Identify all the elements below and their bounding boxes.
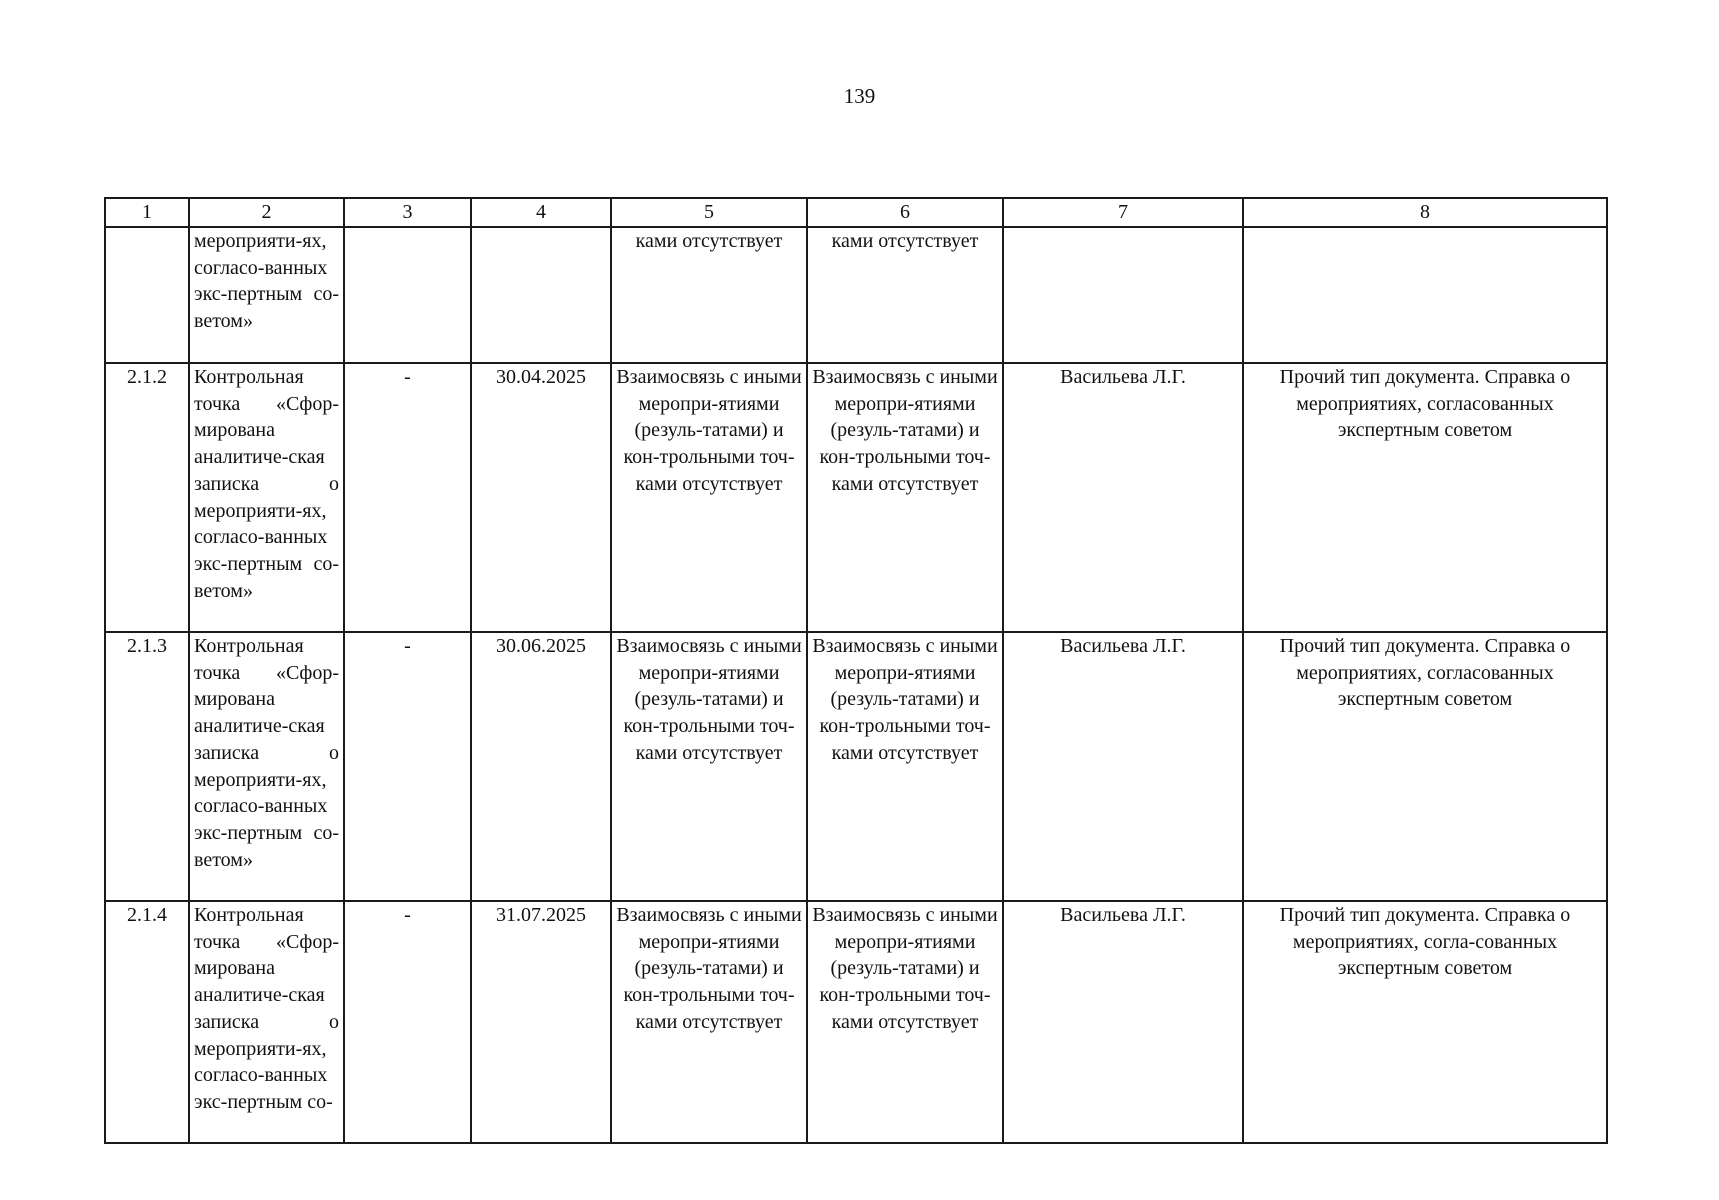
relation-cell: Взаимосвязь с иными меропри-ятиями (резуль-татами) и кон-трольными точ-ками отсутствует: [807, 632, 1003, 901]
document-type-cell: [1243, 227, 1607, 363]
date-cell: 31.07.2025: [471, 901, 611, 1143]
table-row: [105, 227, 1607, 363]
document-type-cell: Прочий тип документа. Справка о мероприятиях, согла-сованных экспертным советом: [1243, 901, 1607, 1143]
column-header: 3: [344, 198, 471, 227]
column-header: 5: [611, 198, 807, 227]
item-name-cell: Контрольная точка «Сфор-мирована аналитиче-ская записка о мероприяти-ях, согласо-ванных экс-пертным со-: [189, 901, 344, 1143]
item-number-cell: 2.1.3: [105, 632, 189, 901]
column-header: 4: [471, 198, 611, 227]
responsible-cell: Васильева Л.Г.: [1003, 363, 1243, 632]
responsible-cell: [1003, 227, 1243, 363]
relation-cell: Взаимосвязь с иными меропри-ятиями (резуль-татами) и кон-трольными точ-ками отсутствует: [611, 901, 807, 1143]
date-cell: [471, 227, 611, 363]
item-name-cell: Контрольная точка «Сфор-мирована аналитиче-ская записка о мероприяти-ях, согласо-ванных экс-пертным со-ветом»: [189, 363, 344, 632]
column-header: 7: [1003, 198, 1243, 227]
relation-cell: Взаимосвязь с иными меропри-ятиями (резуль-татами) и кон-трольными точ-ками отсутствует: [611, 632, 807, 901]
item-name-cell: мероприяти-ях, согласо-ванных экс-пертным со-ветом»: [189, 227, 344, 363]
relation-cell: Взаимосвязь с иными меропри-ятиями (резуль-татами) и кон-трольными точ-ками отсутствует: [807, 901, 1003, 1143]
responsible-cell: Васильева Л.Г.: [1003, 901, 1243, 1143]
responsible-cell: Васильева Л.Г.: [1003, 632, 1243, 901]
relation-cell: ками отсутствует: [611, 227, 807, 363]
col3-cell: -: [344, 632, 471, 901]
relation-cell: ками отсутствует: [807, 227, 1003, 363]
column-header: 6: [807, 198, 1003, 227]
col3-cell: -: [344, 901, 471, 1143]
plan-table: [104, 197, 1608, 1144]
column-header: 1: [105, 198, 189, 227]
table-row: [105, 363, 1607, 632]
document-type-cell: Прочий тип документа. Справка о мероприятиях, согласованных экспертным советом: [1243, 363, 1607, 632]
column-number-row: [105, 198, 1607, 227]
table-row: [105, 632, 1607, 901]
item-name-cell: Контрольная точка «Сфор-мирована аналитиче-ская записка о мероприяти-ях, согласо-ванных экс-пертным со-ветом»: [189, 632, 344, 901]
col3-cell: -: [344, 363, 471, 632]
date-cell: 30.04.2025: [471, 363, 611, 632]
column-header: 2: [189, 198, 344, 227]
col3-cell: [344, 227, 471, 363]
item-number-cell: [105, 227, 189, 363]
page-number: 139: [843, 84, 876, 108]
date-cell: 30.06.2025: [471, 632, 611, 901]
item-number-cell: 2.1.2: [105, 363, 189, 632]
document-type-cell: Прочий тип документа. Справка о мероприятиях, согласованных экспертным советом: [1243, 632, 1607, 901]
column-header: 8: [1243, 198, 1607, 227]
relation-cell: Взаимосвязь с иными меропри-ятиями (резуль-татами) и кон-трольными точ-ками отсутствует: [611, 363, 807, 632]
item-number-cell: 2.1.4: [105, 901, 189, 1143]
relation-cell: Взаимосвязь с иными меропри-ятиями (резуль-татами) и кон-трольными точ-ками отсутствует: [807, 363, 1003, 632]
table-row: [105, 901, 1607, 1143]
